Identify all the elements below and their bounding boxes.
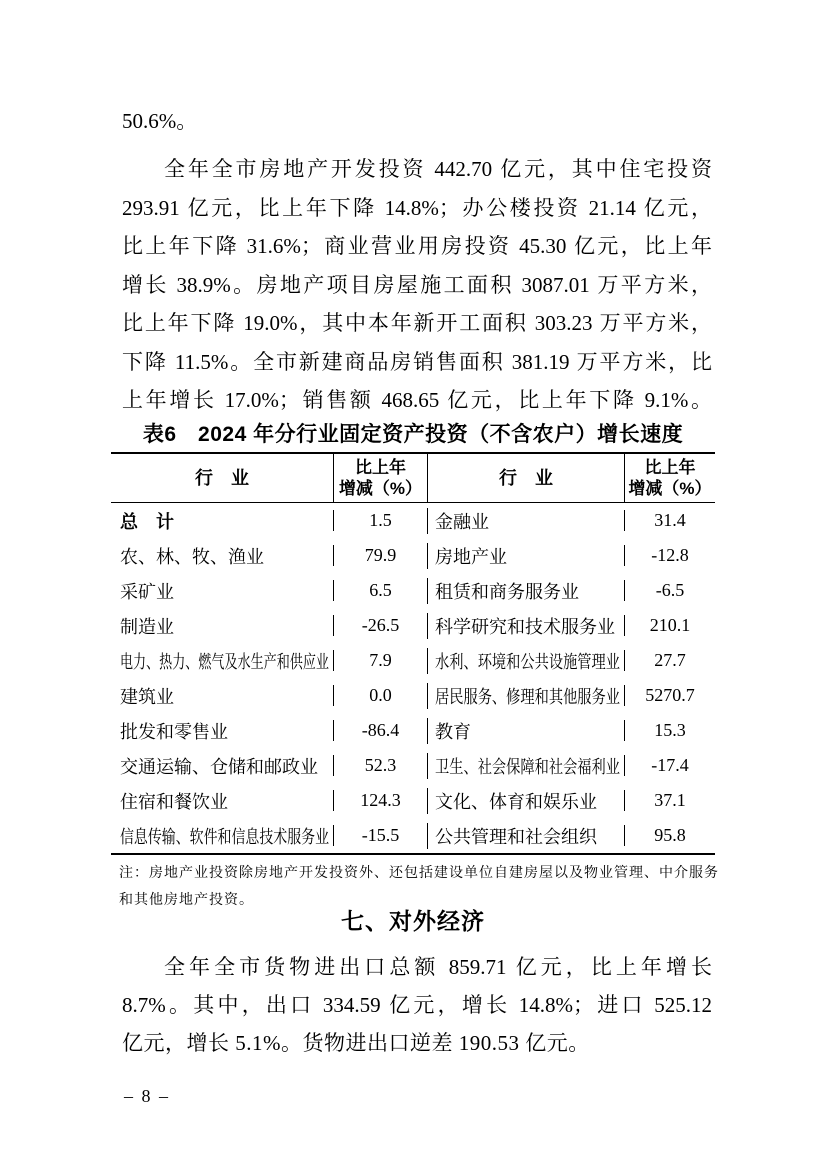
text-line: 比上年下降 19.0%，其中本年新开工面积 303.23 万平方米， (122, 311, 712, 335)
text-line: 293.91 亿元，比上年下降 14.8%；办公楼投资 21.14 亿元， (122, 195, 712, 220)
growth-value-cell: 1.5 (333, 510, 427, 531)
growth-value-cell: 5270.7 (624, 685, 715, 706)
text-line: 亿元，增长 5.1%。货物进出口逆差 190.53 亿元。 (122, 1031, 590, 1055)
industry-name-cell (111, 683, 333, 709)
table-row (111, 713, 715, 748)
cell-text: 批发和零售业 (120, 721, 228, 742)
header-text: 行 业 (499, 467, 553, 488)
industry-name-cell (427, 823, 624, 849)
table-header-change-left (333, 454, 427, 502)
industry-name-cell (427, 683, 624, 709)
growth-value-cell: 27.7 (624, 650, 715, 671)
header-text: 行 业 (195, 467, 249, 488)
section-heading-foreign-economy: 七、对外经济 (341, 908, 485, 934)
text-line: 注：房地产业投资除房地产开发投资外、还包括建设单位自建房屋以及物业管理、中介服务 (119, 866, 719, 881)
table-row (111, 818, 715, 853)
paragraph-tail-line: 50.6%。 (122, 109, 198, 133)
cell-text: 公共管理和社会组织 (435, 826, 597, 847)
cell-text: 住宿和餐饮业 (120, 791, 228, 812)
table-header-row (111, 454, 715, 503)
paragraph-real-estate-investment (122, 150, 712, 420)
cell-text: 金融业 (435, 511, 489, 532)
industry-name-cell (427, 613, 624, 639)
table-row (111, 643, 715, 678)
industry-name-cell (111, 648, 333, 674)
table-header-change-right (624, 454, 715, 502)
cell-text: 水利、环境和公共设施管理业 (435, 651, 620, 672)
growth-value-cell: 79.9 (333, 545, 427, 566)
growth-value-cell: -6.5 (624, 580, 715, 601)
growth-value-cell: 31.4 (624, 510, 715, 531)
growth-value-cell: -17.4 (624, 755, 715, 776)
cell-text: 总 计 (120, 511, 174, 532)
growth-value-cell: 95.8 (624, 825, 715, 846)
industry-name-cell (111, 788, 333, 814)
growth-value-cell: 15.3 (624, 720, 715, 741)
industry-name-cell (111, 613, 333, 639)
industry-name-cell (427, 508, 624, 534)
growth-value-cell: 6.5 (333, 580, 427, 601)
growth-value-cell: 124.3 (333, 790, 427, 811)
table-header-industry-right (427, 454, 624, 502)
table-row (111, 783, 715, 818)
growth-value-cell: 0.0 (333, 685, 427, 706)
page-number: – 8 – (124, 1086, 170, 1106)
industry-name-cell (111, 543, 333, 569)
industry-name-cell (427, 753, 624, 779)
text-line: 全年全市房地产开发投资 442.70 亿元，其中住宅投资 (164, 157, 712, 181)
growth-value-cell: 52.3 (333, 755, 427, 776)
table-row (111, 678, 715, 713)
table-row (111, 573, 715, 608)
growth-value-cell: 37.1 (624, 790, 715, 811)
industry-name-cell (111, 718, 333, 744)
text-line: 和其他房地产投资。 (119, 893, 254, 908)
industry-name-cell (427, 543, 624, 569)
growth-value-cell: -15.5 (333, 825, 427, 846)
cell-text: 采矿业 (120, 581, 174, 602)
cell-text: 居民服务、修理和其他服务业 (435, 686, 620, 707)
paragraph-foreign-trade (122, 948, 712, 1062)
header-text: 增减（%） (628, 479, 712, 498)
industry-name-cell (111, 578, 333, 604)
cell-text: 卫生、社会保障和社会福利业 (435, 756, 620, 777)
table-row (111, 608, 715, 643)
growth-value-cell: -86.4 (333, 720, 427, 741)
text-line: 全年全市货物进出口总额 859.71 亿元，比上年增长 (164, 955, 712, 979)
text-line: 增长 38.9%。房地产项目房屋施工面积 3087.01 万平方米， (122, 272, 712, 297)
cell-text: 建筑业 (120, 686, 174, 707)
table-header-industry-left (111, 454, 333, 502)
cell-text: 电力、热力、燃气及水生产和供应业 (120, 651, 329, 672)
text-line: 8.7%。其中，出口 334.59 亿元，增长 14.8%；进口 525.12 (122, 993, 712, 1017)
growth-value-cell: 7.9 (333, 650, 427, 671)
cell-text: 农、林、牧、渔业 (120, 546, 264, 567)
table-title: 表6 2024 年分行业固定资产投资（不含农户）增长速度 (142, 423, 684, 446)
cell-text: 房地产业 (435, 546, 507, 567)
table-row (111, 538, 715, 573)
industry-name-cell (427, 718, 624, 744)
text-line: 下降 11.5%。全市新建商品房销售面积 381.19 万平方米，比 (122, 349, 712, 374)
table-body (111, 503, 715, 853)
header-text: 比上年 (644, 458, 696, 477)
industry-name-cell (427, 788, 624, 814)
cell-text: 科学研究和技术服务业 (435, 616, 615, 637)
cell-text: 文化、体育和娱乐业 (435, 791, 597, 812)
growth-value-cell: -26.5 (333, 615, 427, 636)
header-text: 比上年 (355, 458, 406, 477)
text-line: 上年增长 17.0%；销售额 468.65 亿元，比上年下降 9.1%。 (122, 388, 712, 412)
industry-name-cell (111, 508, 333, 534)
industry-name-cell (427, 578, 624, 604)
table-row (111, 503, 715, 538)
investment-growth-table (111, 452, 715, 855)
growth-value-cell: -12.8 (624, 545, 715, 566)
growth-value-cell: 210.1 (624, 615, 715, 636)
cell-text: 信息传输、软件和信息技术服务业 (120, 826, 329, 847)
text-line: 比上年下降 31.6%；商业营业用房投资 45.30 亿元，比上年 (122, 234, 712, 258)
cell-text: 租赁和商务服务业 (435, 581, 579, 602)
industry-name-cell (111, 823, 333, 849)
cell-text: 教育 (435, 721, 471, 742)
cell-text: 交通运输、仓储和邮政业 (120, 756, 318, 777)
header-text: 增减（%） (338, 479, 423, 498)
industry-name-cell (427, 648, 624, 674)
industry-name-cell (111, 753, 333, 779)
cell-text: 制造业 (120, 616, 174, 637)
table-row (111, 748, 715, 783)
